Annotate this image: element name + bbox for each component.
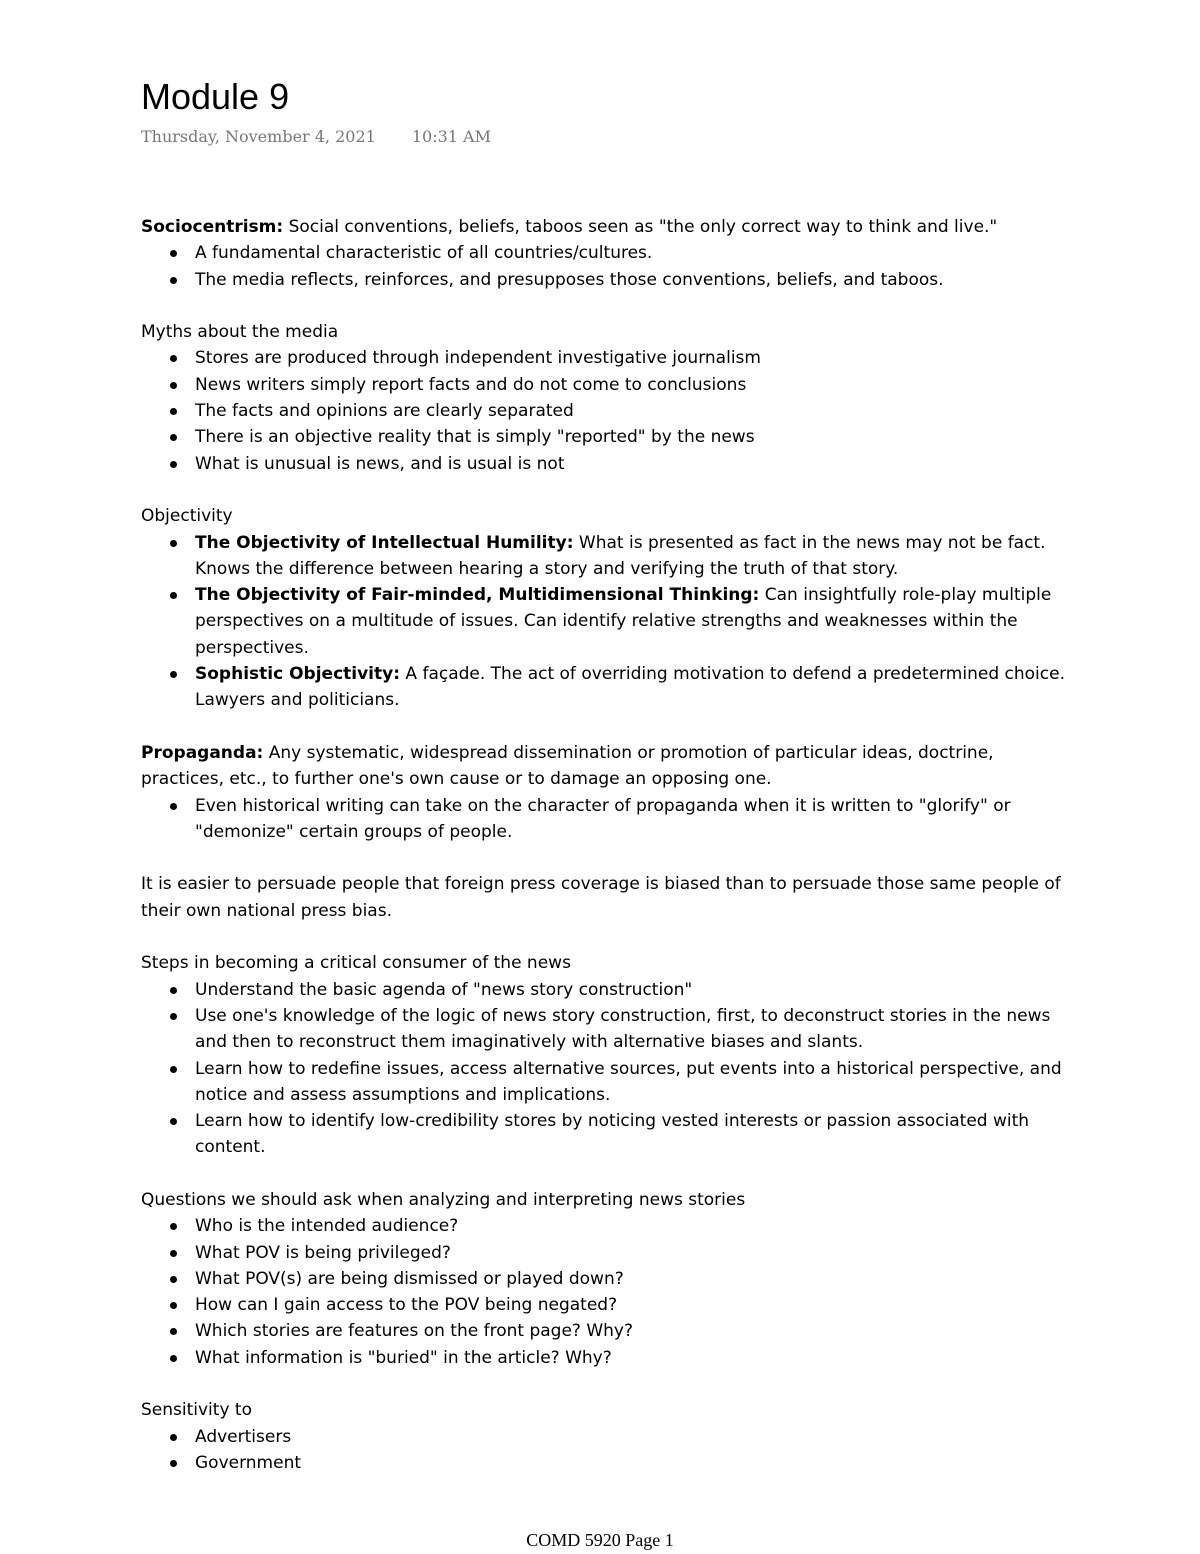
section-text: Sensitivity to xyxy=(141,1400,252,1421)
note-section xyxy=(141,214,1071,293)
list-item xyxy=(141,793,1071,846)
bullet-icon xyxy=(170,1328,177,1335)
list-item xyxy=(141,345,1071,371)
note-section xyxy=(141,950,1071,1160)
bullet-icon xyxy=(170,987,177,994)
list-item-text: The facts and opinions are clearly separated xyxy=(195,401,574,422)
note-date: Thursday, November 4, 2021 xyxy=(141,127,376,146)
section-heading xyxy=(141,950,1071,976)
bullet-list xyxy=(141,977,1071,1161)
term-label: Sophistic Objectivity: xyxy=(195,664,401,685)
list-item-text: What POV(s) are being dismissed or played down? xyxy=(195,1268,624,1289)
bullet-icon xyxy=(170,277,177,284)
bullet-list xyxy=(141,240,1071,293)
bullet-icon xyxy=(170,1460,177,1467)
section-heading xyxy=(141,1397,1071,1423)
list-item xyxy=(141,398,1071,424)
list-item xyxy=(141,451,1071,477)
bullet-icon xyxy=(170,1223,177,1230)
section-text: Social conventions, beliefs, taboos seen as "the only correct way to think and live." xyxy=(283,217,998,237)
bullet-list xyxy=(141,1213,1071,1371)
bullet-icon xyxy=(170,434,177,441)
section-text: Steps in becoming a critical consumer of the news xyxy=(141,953,571,974)
list-item-text: Can insightfully role-play multiple perspectives on a multitude of issues. Can identify relative strengths and weaknesses within the perspectives. xyxy=(195,585,1052,658)
bullet-list xyxy=(141,345,1071,476)
list-item xyxy=(141,1424,1071,1450)
note-section xyxy=(141,1187,1071,1371)
bullet-icon xyxy=(170,671,177,678)
bullet-icon xyxy=(170,1013,177,1020)
note-time: 10:31 AM xyxy=(411,127,491,146)
list-item-text: What POV is being privileged? xyxy=(195,1242,451,1263)
note-section xyxy=(141,1397,1071,1476)
list-item xyxy=(141,1213,1071,1239)
section-heading xyxy=(141,214,1071,240)
section-heading xyxy=(141,319,1071,345)
list-item xyxy=(141,1266,1071,1292)
section-text: Objectivity xyxy=(141,506,233,527)
section-text: Questions we should ask when analyzing and interpreting news stories xyxy=(141,1189,746,1210)
list-item xyxy=(141,582,1071,661)
list-item xyxy=(141,1450,1071,1476)
bullet-list xyxy=(141,1424,1071,1477)
bullet-icon xyxy=(170,461,177,468)
list-item xyxy=(141,1003,1071,1056)
list-item-text: Government xyxy=(195,1452,302,1473)
page-footer: COMD 5920 Page 1 xyxy=(526,1530,674,1550)
note-section xyxy=(141,740,1071,845)
list-item xyxy=(141,240,1071,266)
bullet-list xyxy=(141,793,1071,846)
list-item xyxy=(141,1345,1071,1371)
bullet-icon xyxy=(170,803,177,810)
section-heading xyxy=(141,1187,1071,1213)
bullet-icon xyxy=(170,1066,177,1073)
list-item-text: Even historical writing can take on the character of propaganda when it is written to "glorify" or "demonize" certain groups of people. xyxy=(195,795,1011,842)
list-item-text: A fundamental characteristic of all countries/cultures. xyxy=(195,243,653,264)
bullet-icon xyxy=(170,250,177,257)
bullet-icon xyxy=(170,1276,177,1283)
list-item-text: How can I gain access to the POV being negated? xyxy=(195,1295,618,1316)
bullet-icon xyxy=(170,592,177,599)
list-item xyxy=(141,424,1071,450)
bullet-icon xyxy=(170,540,177,547)
list-item-text: What is unusual is news, and is usual is not xyxy=(195,453,565,474)
section-heading xyxy=(141,740,1071,793)
note-section xyxy=(141,319,1071,477)
list-item xyxy=(141,977,1071,1003)
note-section xyxy=(141,871,1071,924)
section-text: Myths about the media xyxy=(141,322,339,343)
list-item xyxy=(141,372,1071,398)
list-item xyxy=(141,1108,1071,1161)
list-item-text: What is presented as fact in the news may not be fact. Knows the difference between hearing a story and verifying the truth of that story. xyxy=(195,532,1046,579)
bullet-icon xyxy=(170,408,177,415)
list-item xyxy=(141,1318,1071,1344)
bullet-icon xyxy=(170,1355,177,1362)
bullet-icon xyxy=(170,1118,177,1125)
section-heading xyxy=(141,871,1071,924)
list-item-text: A façade. The act of overriding motivation to defend a predetermined choice. Lawyers and politicians. xyxy=(195,664,1065,711)
bullet-icon xyxy=(170,355,177,362)
list-item-text: Learn how to identify low-credibility stores by noticing vested interests or passion associated with content. xyxy=(195,1111,1030,1158)
bullet-icon xyxy=(170,1302,177,1309)
list-item-text: News writers simply report facts and do not come to conclusions xyxy=(195,374,747,395)
list-item xyxy=(141,1240,1071,1266)
list-item xyxy=(141,267,1071,293)
bullet-icon xyxy=(170,1250,177,1257)
section-heading xyxy=(141,503,1071,529)
list-item-text: Stores are produced through independent investigative journalism xyxy=(195,348,761,369)
list-item xyxy=(141,530,1071,583)
section-text: It is easier to persuade people that foreign press coverage is biased than to persuade those same people of their own national press bias. xyxy=(141,874,1061,921)
list-item-text: Who is the intended audience? xyxy=(195,1216,459,1237)
bullet-icon xyxy=(170,382,177,389)
term-label: The Objectivity of Intellectual Humility: xyxy=(195,532,574,553)
term-label: The Objectivity of Fair-minded, Multidimensional Thinking: xyxy=(195,585,760,606)
note-body xyxy=(141,214,1071,1503)
list-item-text: The media reflects, reinforces, and presupposes those conventions, beliefs, and taboos. xyxy=(195,269,944,290)
note-timestamp xyxy=(141,126,491,148)
list-item xyxy=(141,1292,1071,1318)
list-item-text: Which stories are features on the front page? Why? xyxy=(195,1321,633,1342)
list-item-text: Advertisers xyxy=(195,1426,292,1447)
list-item-text: Learn how to redefine issues, access alternative sources, put events into a historical perspective, and notice and assess assumptions and implications. xyxy=(195,1058,1062,1105)
term-label: Propaganda: xyxy=(141,742,264,763)
list-item-text: Understand the basic agenda of "news story construction" xyxy=(195,979,693,1000)
bullet-list xyxy=(141,530,1071,714)
section-text: Any systematic, widespread dissemination or promotion of particular ideas, doctrine, practices, etc., to further one's own cause or to damage an opposing one. xyxy=(141,742,994,790)
list-item-text: There is an objective reality that is simply "reported" by the news xyxy=(195,427,755,448)
list-item xyxy=(141,1056,1071,1109)
list-item-text: What information is "buried" in the article? Why? xyxy=(195,1347,612,1368)
note-section xyxy=(141,503,1071,713)
bullet-icon xyxy=(170,1434,177,1441)
term-label: Sociocentrism: xyxy=(141,217,284,237)
list-item xyxy=(141,661,1071,714)
page-title: Module 9 xyxy=(141,76,290,117)
list-item-text: Use one's knowledge of the logic of news story construction, first, to deconstruct stories in the news and then to reconstruct them imaginatively with alternative biases and slants. xyxy=(195,1005,1051,1053)
